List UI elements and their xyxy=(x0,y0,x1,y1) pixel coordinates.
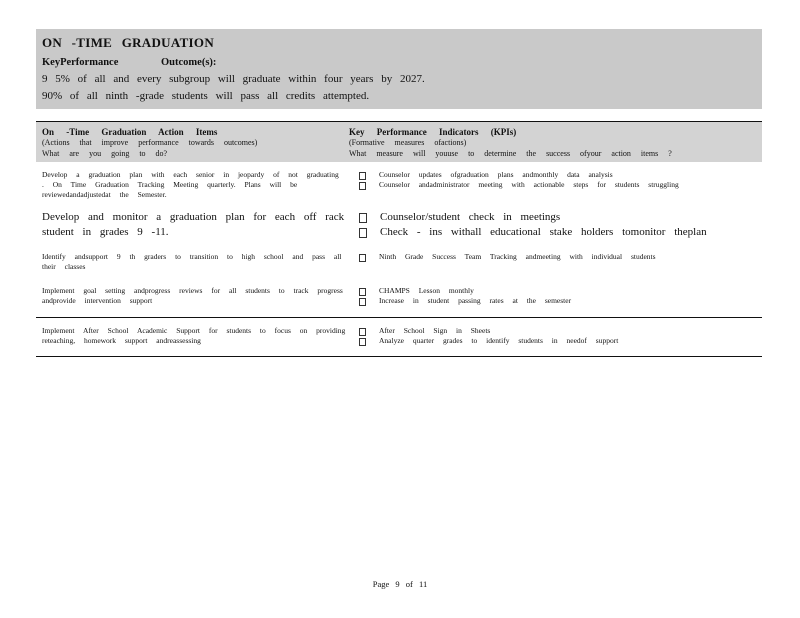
kpi-title: Key Performance Indicators (KPIs) xyxy=(349,127,517,137)
checkbox-icon xyxy=(359,228,367,238)
kpi-cell xyxy=(359,326,756,356)
kpi-cell xyxy=(359,170,756,210)
goal-1: 9 5% of all and every subgroup will graduate within four years by 2027. xyxy=(42,73,425,85)
kpi-item: After School Sign in Sheets xyxy=(359,326,756,336)
checkbox-icon xyxy=(359,172,366,180)
action-cell: Identify andsupport 9 th graders to transition to high school and pass all their classes xyxy=(42,252,342,271)
kpi-header xyxy=(349,127,756,156)
kpi-item: Counselor andadministrator meeting with actionable steps for students struggling xyxy=(359,180,756,190)
section-title: ON -TIME GRADUATION xyxy=(42,35,215,50)
action-cell: Develop and monitor a graduation plan for each off rack student in grades 9 -11. xyxy=(42,211,345,238)
kpi-item: Increase in student passing rates at the semester xyxy=(359,296,756,306)
checkbox-icon xyxy=(359,338,366,346)
table-row xyxy=(36,170,762,210)
kpi-cell xyxy=(359,210,756,252)
kpi-cell xyxy=(359,252,756,286)
table-row xyxy=(36,286,762,317)
kpi-item: Check - ins withall educational stake holders tomonitor theplan xyxy=(359,225,756,240)
kpo-label: KeyPerformance Outcome(s): xyxy=(42,57,217,68)
checkbox-icon xyxy=(359,298,366,306)
kpi-sub1: (Formative measures ofactions) xyxy=(349,138,467,147)
kpi-sub2: What measure will youuse to determine the success ofyour action items ? xyxy=(349,149,672,158)
page-number: Page 9 of 11 xyxy=(372,579,428,589)
table-row xyxy=(36,252,762,286)
kpi-item: Counselor updates ofgraduation plans andmonthly data analysis xyxy=(359,170,756,180)
action-items-title: On -Time Graduation Action Items xyxy=(42,127,218,137)
action-items-header xyxy=(42,127,349,156)
checkbox-icon xyxy=(359,328,366,336)
action-cell: Implement After School Academic Support for students to focus on providing reteaching, homework support andreassessing xyxy=(42,326,346,345)
kpi-item: Ninth Grade Success Team Tracking andmeeting with individual students xyxy=(359,252,756,262)
kpi-item: Counselor/student check in meetings xyxy=(359,210,756,225)
checkbox-icon xyxy=(359,254,366,262)
action-cell: Implement goal setting andprogress reviews for all students to track progress andprovide intervention support xyxy=(42,286,343,305)
checkbox-icon xyxy=(359,182,366,190)
kpi-cell xyxy=(359,286,756,317)
table-bottom-rule xyxy=(36,356,762,357)
action-items-sub1: (Actions that improve performance towards outcomes) xyxy=(42,138,258,147)
outcome-header xyxy=(36,29,762,109)
action-cell: Develop a graduation plan with each senior in jeopardy of not graduating . On Time Graduation Tracking Meeting quarterly. Plans will be reviewedandadjustedat the Semester. xyxy=(42,170,339,199)
row-divider xyxy=(36,317,762,318)
document-page xyxy=(36,29,762,357)
goal-2: 90% of all ninth -grade students will pass all credits attempted. xyxy=(42,90,370,102)
table-row xyxy=(36,326,762,356)
action-items-sub2: What are you going to do? xyxy=(42,149,168,158)
checkbox-icon xyxy=(359,288,366,296)
kpi-item: Analyze quarter grades to identify students in needof support xyxy=(359,336,756,346)
checkbox-icon xyxy=(359,213,367,223)
kpi-item: CHAMPS Lesson monthly xyxy=(359,286,756,296)
table-row xyxy=(36,210,762,252)
table-header xyxy=(36,122,762,162)
